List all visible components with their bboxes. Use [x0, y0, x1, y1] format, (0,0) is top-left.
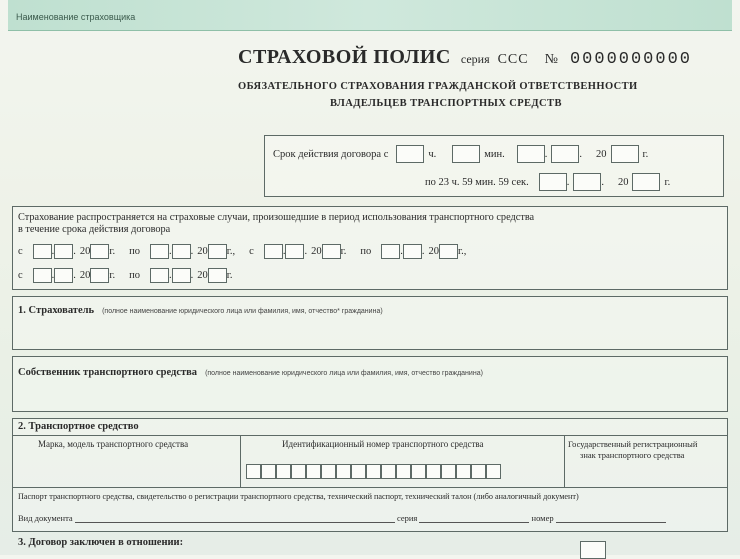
owner-header [18, 362, 483, 380]
policy-title: СТРАХОВОЙ ПОЛИС [238, 46, 451, 68]
vin-cell[interactable] [486, 464, 501, 479]
p3-from-month[interactable] [54, 268, 73, 283]
p2-from-month[interactable] [285, 244, 304, 259]
vin-cell[interactable] [381, 464, 396, 479]
number-label: № [544, 52, 558, 67]
vin-cells [246, 462, 501, 480]
p1-to-month[interactable] [172, 244, 191, 259]
year-prefix: 20 [596, 148, 607, 160]
p3-to-day[interactable] [150, 268, 169, 283]
vin-cell[interactable] [426, 464, 441, 479]
p3-from-day[interactable] [33, 268, 52, 283]
vin-cell[interactable] [366, 464, 381, 479]
p2-to-year-suffix: г., [457, 245, 467, 257]
col-reg-2: знак транспортного средства [580, 450, 685, 460]
p2-from-year-prefix: 20 [311, 245, 322, 257]
section3-checkbox[interactable] [580, 541, 606, 559]
hours-label: ч. [428, 148, 437, 160]
vin-cell[interactable] [351, 464, 366, 479]
doc-series-line[interactable] [419, 514, 529, 523]
minutes-label: мин. [484, 148, 505, 160]
doc-type-label: Вид документа [18, 513, 73, 523]
passport-text: Паспорт транспортного средства, свидетельство о регистрации транспортного средства, технический паспорт, технический талон (либо аналогичный документ) [18, 492, 579, 501]
to-month-cell[interactable] [573, 173, 601, 191]
p3-to-month[interactable] [172, 268, 191, 283]
p2-from-day[interactable] [264, 244, 283, 259]
p2-to-day[interactable] [381, 244, 400, 259]
series-value: ССС [497, 52, 529, 67]
p1-to-day[interactable] [150, 244, 169, 259]
to-year-prefix: 20 [617, 176, 629, 188]
document-row [18, 513, 666, 523]
subtitle-line-1: ОБЯЗАТЕЛЬНОГО СТРАХОВАНИЯ ГРАЖДАНСКОЙ ОТВЕТСТВЕННОСТИ [238, 81, 638, 92]
p1-from-year-prefix: 20 [79, 245, 91, 257]
period1-from: с [18, 245, 23, 257]
to-year-suffix: г. [664, 176, 671, 188]
vin-cell[interactable] [471, 464, 486, 479]
policyholder-hint: (полное наименование юридического лица или фамилия, имя, отчество* гражданина) [102, 308, 383, 315]
col-reg-1: Государственный регистрационный [568, 439, 698, 449]
vin-cell[interactable] [291, 464, 306, 479]
period3-to: по [129, 269, 141, 281]
p3-from-year-prefix: 20 [79, 269, 91, 281]
validity-label: Срок действия договора с [273, 148, 389, 160]
subtitle-line-2: ВЛАДЕЛЬЦЕВ ТРАНСПОРТНЫХ СРЕДСТВ [330, 98, 562, 109]
p3-from-year[interactable] [90, 268, 109, 283]
title-line [238, 46, 692, 69]
policyholder-header [18, 300, 383, 318]
to-day-cell[interactable] [539, 173, 567, 191]
hour-cell[interactable] [396, 145, 424, 163]
period3-from: с [18, 269, 23, 281]
p3-to-year-prefix: 20 [197, 269, 208, 281]
vin-cell[interactable] [246, 464, 261, 479]
section3-title: 3. Договор заключен в отношении: [18, 537, 184, 548]
policy-number: 0000000000 [569, 50, 692, 69]
period1-to: по [129, 245, 141, 257]
vin-cell[interactable] [456, 464, 471, 479]
until-label: по 23 ч. 59 мин. 59 сек. [425, 176, 529, 188]
p2-from-year[interactable] [322, 244, 341, 259]
p1-to-year-prefix: 20 [197, 245, 208, 257]
owner-title: Собственник транспортного средства [18, 367, 198, 378]
p1-from-month[interactable] [54, 244, 73, 259]
p1-from-day[interactable] [33, 244, 52, 259]
year-suffix: г. [642, 148, 649, 160]
period2-to: по [360, 245, 372, 257]
period2-from: с [249, 245, 254, 257]
col-make: Марка, модель транспортного средства [38, 439, 189, 449]
p3-to-year[interactable] [208, 268, 227, 283]
doc-type-line[interactable] [75, 514, 395, 523]
vehicle-divider-mid [12, 487, 728, 488]
to-year-cell[interactable] [632, 173, 660, 191]
coverage-text-2: в течение срока действия договора [18, 224, 171, 235]
month-cell[interactable] [551, 145, 579, 163]
minute-cell[interactable] [452, 145, 480, 163]
coverage-period-row-1: с . . 20 г. по . . 20 г., с . . 20 г. по . . 20 г., [18, 245, 467, 257]
vehicle-col-divider-1 [240, 435, 241, 487]
day-cell[interactable] [517, 145, 545, 163]
vin-cell[interactable] [306, 464, 321, 479]
validity-to-row: по 23 ч. 59 мин. 59 сек. . . 20 г. [425, 173, 670, 191]
p2-to-year[interactable] [439, 244, 458, 259]
policyholder-title: 1. Страхователь [18, 305, 95, 316]
col-vin: Идентификационный номер транспортного средства [282, 439, 484, 449]
p1-to-year-suffix: г., [226, 245, 236, 257]
vin-cell[interactable] [321, 464, 336, 479]
p3-from-year-suffix: г. [109, 269, 116, 281]
validity-from-row: Срок действия договора с ч. мин. . . 20 г. [273, 145, 648, 163]
coverage-period-row-2: с . . 20 г. по . . 20 г. [18, 269, 233, 281]
p2-to-year-prefix: 20 [428, 245, 439, 257]
p1-to-year[interactable] [208, 244, 227, 259]
doc-number-line[interactable] [556, 514, 666, 523]
doc-number-label: номер [531, 513, 554, 523]
p2-from-year-suffix: г. [340, 245, 347, 257]
vin-cell[interactable] [396, 464, 411, 479]
vin-cell[interactable] [261, 464, 276, 479]
vehicle-col-divider-2 [564, 435, 565, 487]
year-cell[interactable] [611, 145, 639, 163]
owner-hint: (полное наименование юридического лица или фамилия, имя, отчество гражданина) [205, 370, 483, 377]
p3-to-year-suffix: г. [226, 269, 233, 281]
vin-cell[interactable] [276, 464, 291, 479]
doc-series-label: серия [396, 513, 418, 523]
vin-cell[interactable] [411, 464, 426, 479]
vin-cell[interactable] [336, 464, 351, 479]
vehicle-title: 2. Транспортное средство [18, 421, 139, 432]
p1-from-year-suffix: г. [109, 245, 116, 257]
series-label: серия [460, 52, 490, 66]
insurer-label: Наименование страховщика [16, 12, 136, 22]
coverage-text-1: Страхование распространяется на страховые случаи, произошедшие в период использования транспортного средства [18, 212, 535, 223]
vehicle-divider-top [12, 435, 728, 436]
vin-cell[interactable] [441, 464, 456, 479]
p2-to-month[interactable] [403, 244, 422, 259]
p1-from-year[interactable] [90, 244, 109, 259]
